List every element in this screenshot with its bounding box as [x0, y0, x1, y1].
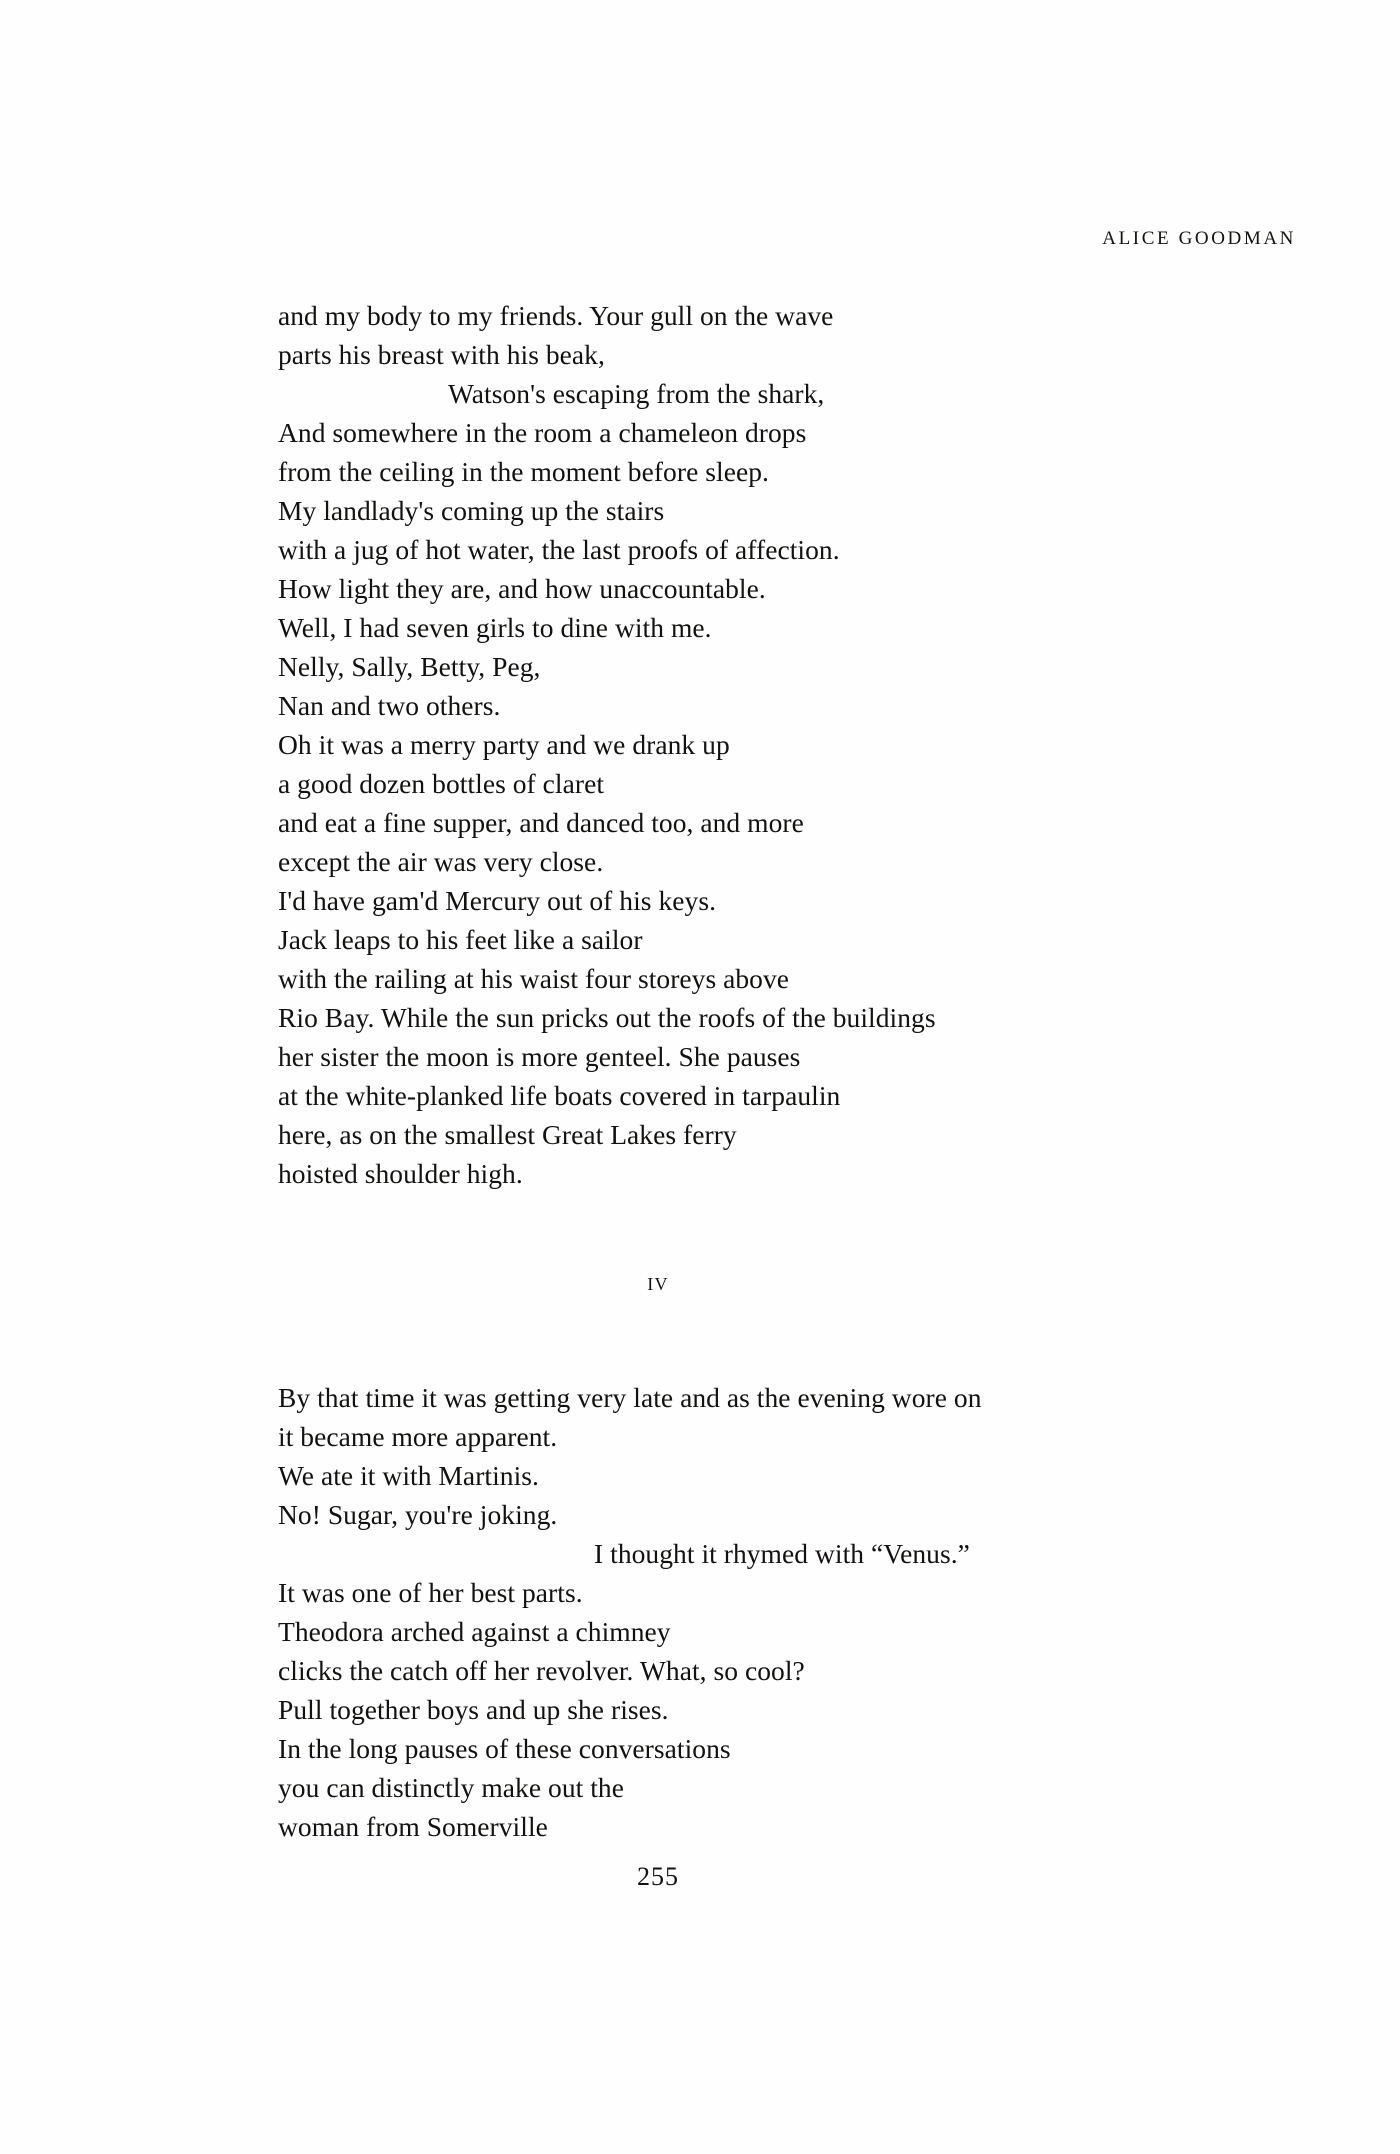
poem-line: it became more apparent. — [278, 1421, 558, 1452]
poem-line: woman from Somerville — [278, 1811, 548, 1842]
poem-line: No! Sugar, you're joking. — [278, 1499, 558, 1530]
running-head: ALICE GOODMAN — [1102, 228, 1296, 249]
poem-line: Oh it was a merry party and we drank up — [278, 729, 730, 760]
poem-line: Nelly, Sally, Betty, Peg, — [278, 651, 541, 682]
poem-line: clicks the catch off her revolver. What, so cool? — [278, 1655, 805, 1686]
poem-line: I thought it rhymed with “Venus.” — [594, 1538, 970, 1569]
stanza-one — [278, 296, 1118, 1193]
poem-line: We ate it with Martinis. — [278, 1460, 539, 1491]
poem-line: By that time it was getting very late and as the evening wore on — [278, 1382, 982, 1413]
poem-line: at the white-planked life boats covered in tarpaulin — [278, 1080, 841, 1111]
poem-line: In the long pauses of these conversations — [278, 1733, 731, 1764]
poem-line: with the railing at his waist four storeys above — [278, 963, 790, 994]
poem-line: And somewhere in the room a chameleon drops — [278, 417, 807, 448]
poem-line: Watson's escaping from the shark, — [448, 378, 825, 409]
poem-line: I'd have gam'd Mercury out of his keys. — [278, 885, 717, 916]
poem-line: Well, I had seven girls to dine with me. — [278, 612, 712, 643]
poem-line: Nan and two others. — [278, 690, 501, 721]
page-number: 255 — [637, 1862, 679, 1891]
poem-line: Rio Bay. While the sun pricks out the roofs of the buildings — [278, 1002, 936, 1033]
poem-line: her sister the moon is more genteel. She pauses — [278, 1041, 801, 1072]
stanza-two — [278, 1378, 1178, 1846]
poem-line: a good dozen bottles of claret — [278, 768, 605, 799]
poem-line: hoisted shoulder high. — [278, 1158, 523, 1189]
poem-line: My landlady's coming up the stairs — [278, 495, 665, 526]
poem-line: and eat a fine supper, and danced too, and more — [278, 807, 804, 838]
section-numeral: IV — [647, 1274, 669, 1294]
poem-line: Jack leaps to his feet like a sailor — [278, 924, 643, 955]
poem-line: and my body to my friends. Your gull on the wave — [278, 300, 834, 331]
poem-line: from the ceiling in the moment before sleep. — [278, 456, 769, 487]
poem-line: you can distinctly make out the — [278, 1772, 624, 1803]
poem-line: It was one of her best parts. — [278, 1577, 583, 1608]
poem-line: Pull together boys and up she rises. — [278, 1694, 669, 1725]
poem-line: except the air was very close. — [278, 846, 604, 877]
poem-line: with a jug of hot water, the last proofs of affection. — [278, 534, 840, 565]
poem-line: here, as on the smallest Great Lakes ferry — [278, 1119, 737, 1150]
poem-line: Theodora arched against a chimney — [278, 1616, 671, 1647]
poem-line: How light they are, and how unaccountable. — [278, 573, 766, 604]
poem-line: parts his breast with his beak, — [278, 339, 605, 370]
